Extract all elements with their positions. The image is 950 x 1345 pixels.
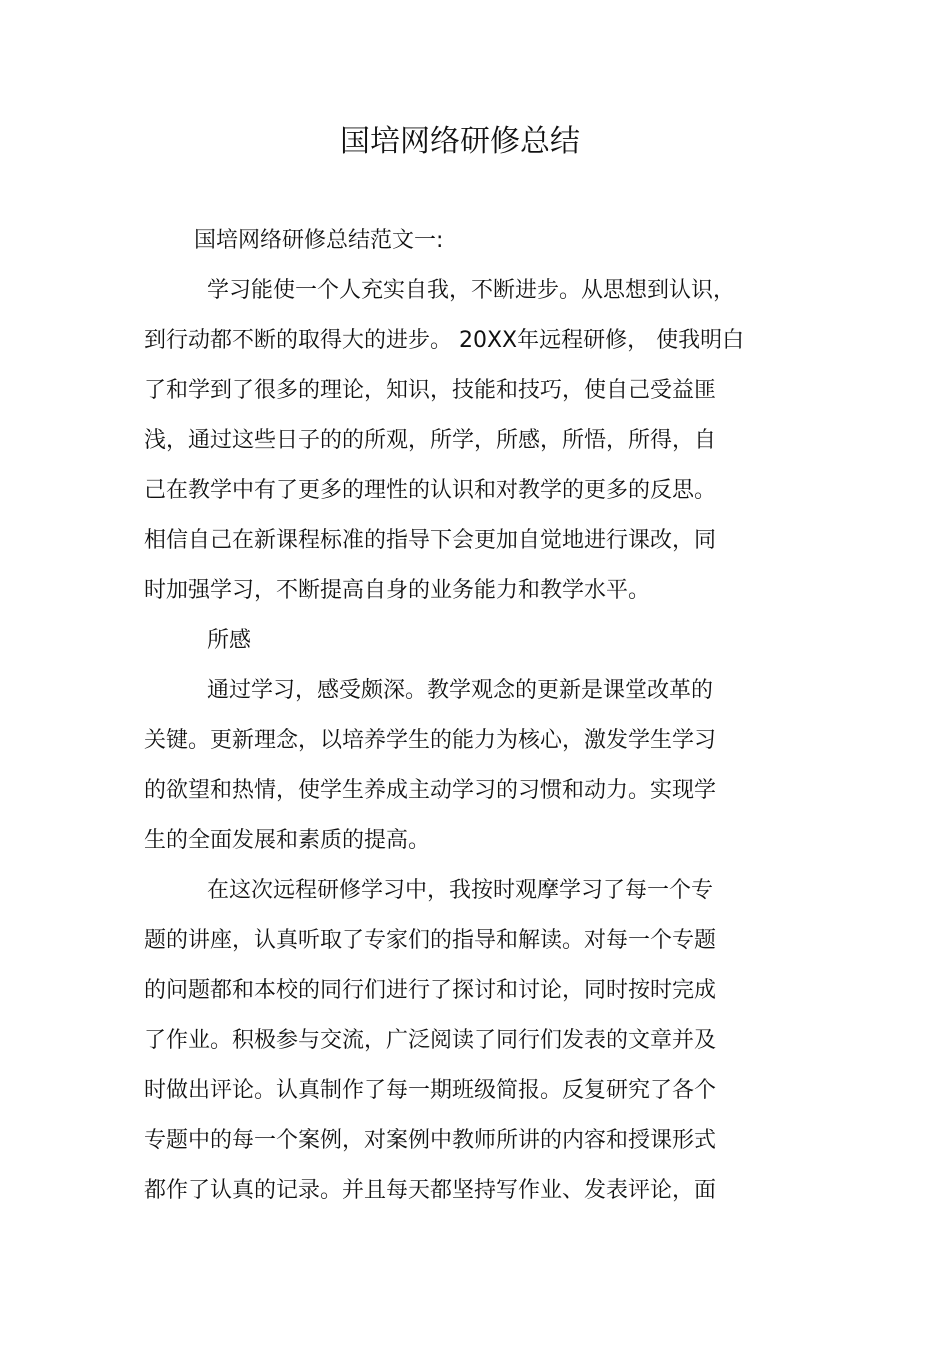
- paragraph-line: 时加强学习，不断提高自身的业务能力和教学水平。: [144, 578, 651, 603]
- section-heading: 所感: [207, 628, 252, 653]
- paragraph-line: 到行动都不断的取得大的进步。 20XX年远程研修， 使我明白: [144, 328, 745, 353]
- paragraph-line: 己在教学中有了更多的理性的认识和对教学的更多的反思。: [144, 478, 717, 503]
- paragraph-line: 生的全面发展和素质的提高。: [144, 828, 431, 853]
- paragraph-line: 的问题都和本校的同行们进行了探讨和讨论，同时按时完成: [144, 978, 717, 1003]
- document-subtitle: 国培网络研修总结范文一:: [194, 228, 444, 253]
- paragraph-line: 了作业。积极参与交流，广泛阅读了同行们发表的文章并及: [144, 1028, 717, 1053]
- paragraph-line: 了和学到了很多的理论，知识，技能和技巧，使自己受益匪: [144, 378, 717, 403]
- paragraph-line: 在这次远程研修学习中，我按时观摩学习了每一个专: [207, 878, 714, 903]
- paragraph-line: 都作了认真的记录。并且每天都坚持写作业、发表评论，面: [144, 1178, 717, 1203]
- paragraph-line: 通过学习，感受颇深。教学观念的更新是课堂改革的: [207, 678, 714, 703]
- paragraph-line: 关键。更新理念，以培养学生的能力为核心，激发学生学习: [144, 728, 717, 753]
- paragraph-line: 相信自己在新课程标准的指导下会更加自觉地进行课改，同: [144, 528, 717, 553]
- paragraph-line: 专题中的每一个案例，对案例中教师所讲的内容和授课形式: [144, 1128, 717, 1153]
- paragraph-line: 题的讲座，认真听取了专家们的指导和解读。对每一个专题: [144, 928, 717, 953]
- paragraph-line: 的欲望和热情，使学生养成主动学习的习惯和动力。实现学: [144, 778, 717, 803]
- paragraph-line: 学习能使一个人充实自我，不断进步。从思想到认识，: [207, 278, 736, 303]
- page-title: 国培网络研修总结: [340, 124, 580, 159]
- paragraph-line: 时做出评论。认真制作了每一期班级简报。反复研究了各个: [144, 1078, 717, 1103]
- paragraph-line: 浅，通过这些日子的的所观，所学，所感，所悟，所得，自: [144, 428, 717, 453]
